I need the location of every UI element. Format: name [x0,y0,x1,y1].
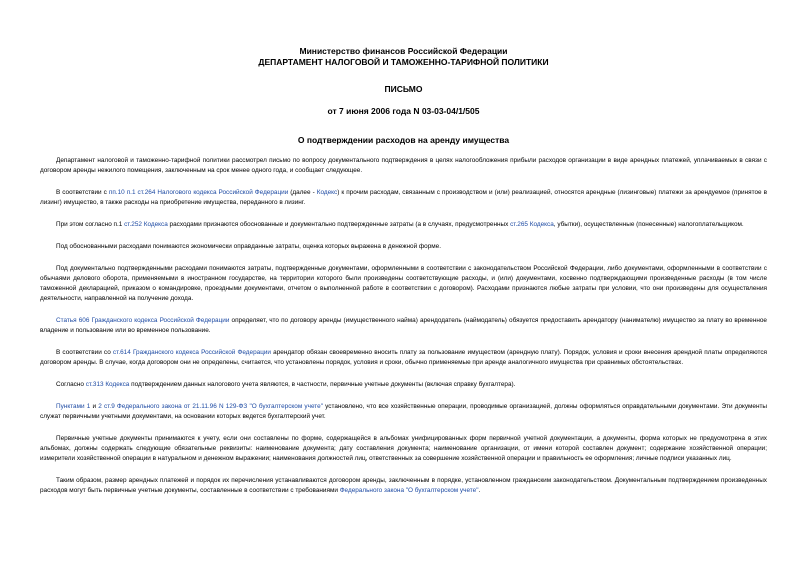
paragraph [40,220,767,230]
legal-reference-link[interactable]: пп.10 п.1 ст.264 Налогового кодекса Российской Федерации [108,189,289,196]
document-type: ПИСЬМО [384,84,423,94]
paragraph [40,156,767,176]
paragraph-text: В соответствии с [56,189,109,196]
paragraph-text: При этом согласно п.1 [56,221,125,228]
paragraph-text: . [478,487,481,495]
paragraph-text: , убытки), осуществленные (понесенные) налогоплательщиком. [553,221,744,228]
legal-reference-link[interactable]: ст.614 Гражданского кодекса Российской Федерации [112,349,271,356]
paragraph-text: В соответствии со [56,349,113,356]
department-name: ДЕПАРТАМЕНТ НАЛОГОВОЙ И ТАМОЖЕННО-ТАРИФНОЙ ПОЛИТИКИ [258,57,549,67]
paragraph-text: Согласно [56,381,86,388]
document-date-number: от 7 июня 2006 года N 03-03-04/1/505 [327,106,480,116]
legal-reference-link[interactable]: Пунктами 1 [56,402,91,410]
ministry-name: Министерство финансов Российской Федерации [299,46,508,56]
legal-reference-link[interactable]: ст.265 Кодекса [510,221,554,228]
paragraph [40,348,767,368]
paragraph-text: и [90,402,99,410]
paragraph [40,316,767,336]
paragraph-text: арендатор обязан своевременно вносить плату за пользование имуществом (арендную плату). Порядок, условия и сроки внесения арендной платы определяются договором аренды. В случае, когда договором они не определены, считается, что установлены порядок, условия и сроки, обычно применяемые при аренде аналогичного имущества при сравнимых обстоятельствах. [40,349,767,367]
paragraph-text: определяет, что по договору аренды (имущественного найма) арендодатель (наймодатель) обязуется предоставить арендатору (нанимателю) имущество за плату во временное владение и пользование или во временное пользование. [40,317,767,335]
document-subject: О подтверждении расходов на аренду имущества [297,135,510,145]
paragraph [40,380,767,390]
paragraph-text: Департамент налоговой и таможенно-тарифной политики рассмотрел письмо по вопросу документального подтверждения в целях налогообложения прибыли расходов организации в виде арендных платежей, уплачиваемых в связи с договором аренды нежилого помещения, заключенным на срок менее одного года, и сообщает следующее. [40,157,767,175]
document-header [0,46,807,146]
paragraph [40,264,767,305]
paragraph-text: расходами признаются обоснованные и документально подтвержденные затраты (а в случаях, предусмотренных [167,221,511,228]
paragraph [40,242,767,252]
legal-reference-link[interactable]: ст.252 Кодекса [124,221,168,228]
paragraph [40,402,767,422]
paragraph-text: Под обоснованными расходами понимаются экономически оправданные затраты, оценка которых выражена в денежной форме. [56,242,442,250]
paragraph-text: (далее - [288,189,317,196]
document-body [40,156,767,508]
legal-reference-link[interactable]: 2 ст.9 Федерального закона от 21.11.96 N 129-ФЗ "О бухгалтерском учете" [98,402,323,410]
paragraph [40,188,767,208]
paragraph-text: ) к прочим расходам, связанным с производством и (или) реализацией, относятся арендные (лизинговые) платежи за арендуемое (принятое в лизинг) имущество, в также расходы на приобретение имущества, переданного в лизинг. [40,189,767,207]
legal-reference-link[interactable]: Кодекс [316,189,338,196]
paragraph-text: подтверждением данных налогового учета являются, в частности, первичные учетные документы (включая справку бухгалтера). [129,381,516,388]
paragraph [40,434,767,465]
legal-reference-link[interactable]: Статья 606 Гражданского кодекса Российской Федерации [56,317,230,324]
paragraph-text: Под документально подтвержденными расходами понимаются затраты, подтвержденные документами, оформленными в соответствии с законодательством Российской Федерации, либо документами, оформленными в соответствии с обычаями делового оборота, применяемыми в иностранном государстве, на территории которого были произведены соответствующие расходы, и (или) документами, косвенно подтверждающими произведенные расходы (в том числе таможенной декларацией, приказом о командировке, проездными документами, отчетом о выполненной работе в соответствии с договором). Расходами признаются любые затраты при условии, что они произведены для осуществления деятельности, направленной на получение дохода. [40,264,767,303]
paragraph [40,476,767,496]
legal-reference-link[interactable]: Федерального закона "О бухгалтерском учете" [339,487,479,495]
legal-reference-link[interactable]: ст.313 Кодекса [85,381,130,388]
paragraph-text: Первичные учетные документы принимаются к учету, если они составлены по форме, содержащейся в альбомах унифицированных форм первичной учетной документации, а документы, форма которых не предусмотрена в этих альбомах, должны содержать следующие обязательные реквизиты: наименование документа; дату составления документа; наименование организации, от имени которой составлен документ; содержание хозяйственной операции; измерители хозяйственной операции в натуральном и денежном выражении; наименования должностей лиц, ответственных за совершение хозяйственной операции и правильность ее оформления; личные подписи указанных лиц. [40,434,767,463]
paragraph-text: Таким образом, размер арендных платежей и порядок их перечисления устанавливаются договором аренды, заключенным в порядке, установленном гражданским законодательством. Документальным подтверждением произведенных расходов могут быть первичные учетные документы, составленные в соответствии с требованиями [40,477,767,495]
paragraph-text: установлено, что все хозяйственные операции, проводимые организацией, должны оформляться оправдательными документами. Эти документы служат первичными учетными документами, на основании которых ведется бухгалтерский учет. [40,402,768,420]
